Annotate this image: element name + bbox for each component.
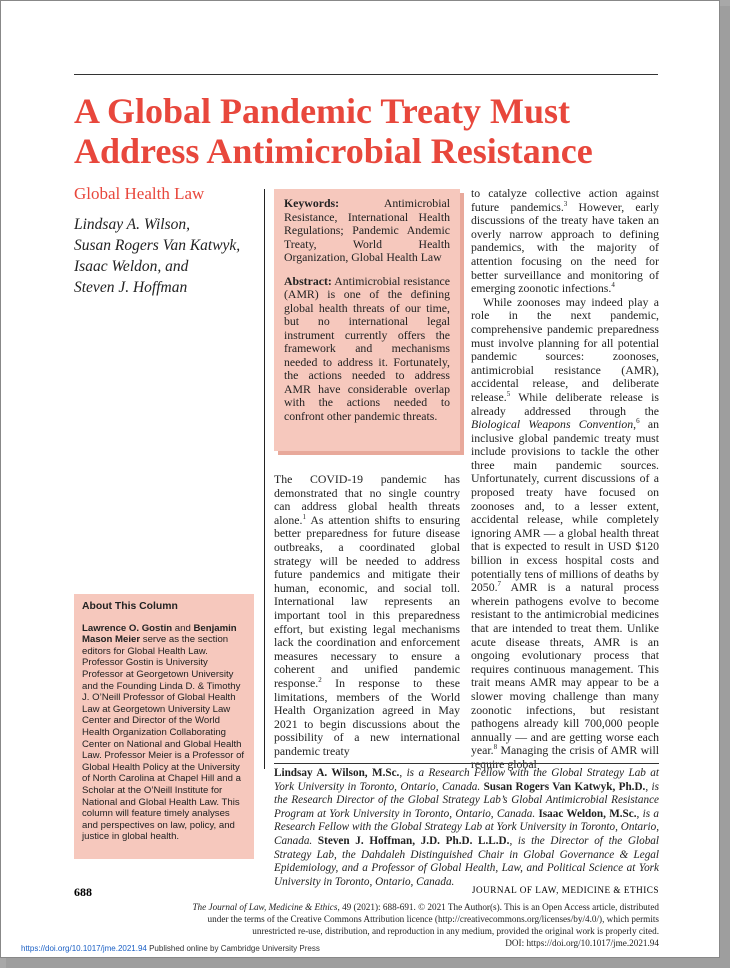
- citation-footer: [131, 901, 659, 949]
- page-number: 688: [74, 885, 92, 899]
- footer-doi[interactable]: DOI: https://doi.org/10.1017/jme.2021.94: [505, 938, 659, 948]
- article-title: A Global Pandemic Treaty Must Address Antimicrobial Resistance: [74, 91, 593, 171]
- keywords-abstract-box: [274, 189, 460, 451]
- body-text: In response to these limitations, members of the World Health Organization agreed in May 2021 to begin discussions about the possibility of a new international pandemic treaty: [274, 675, 460, 758]
- footer-text: , 49 (2021): 688-691. © 2021 The Author(s). This is an Open Access article, distributed: [337, 902, 659, 912]
- about-text: [82, 623, 246, 843]
- about-heading: About This Column: [82, 601, 178, 612]
- abstract-text: Antimicrobial resistance (AMR) is one of the defining global health threats of our time, but no international legal instrument currently offers the framework and mechanisms needed to address it. Fortunately, the actions needed to address AMR have considerable overlap with the actions needed to confront other pandemic threats.: [284, 273, 450, 423]
- body-text: to catalyze collective action against future pandemics.: [471, 186, 659, 214]
- footnote-ref: 2: [318, 675, 322, 684]
- author-name: Lindsay A. Wilson,: [74, 216, 190, 233]
- footnote-ref: 6: [636, 417, 640, 426]
- author-name: Steven J. Hoffman: [74, 279, 188, 296]
- online-doi-bar: [21, 944, 320, 953]
- body-text: an inclusive global pandemic treaty must include provisions to tackle the other three main pandemic sources. Unfortunately, current discussions of a proposed treaty have focused on zoonoses and, to a lesser extent, accidental release, while completely ignoring AMR — a global health threat that is expected to result in USD $120 billion in excess hospital costs and potentially tens of millions of deaths by 2050.: [471, 417, 659, 595]
- body-text: While deliberate release is already addressed through the: [471, 389, 659, 418]
- bio-text: , is a Research Fellow with the Global Strategy Lab at York University in Toronto, Ontario, Canada.: [274, 767, 660, 793]
- body-text: The COVID-19 pandemic has demonstrated that no single country can address global health threats alone.: [274, 472, 460, 527]
- footer-line: under the terms of the Creative Commons Attribution licence (http://creativecommons.org/licenses/by/4.0/), which permits: [207, 914, 659, 924]
- page-shadow: [720, 6, 730, 968]
- footnote-ref: 4: [611, 281, 615, 290]
- abstract-label: Abstract:: [284, 273, 332, 288]
- keywords-label: Keywords:: [284, 196, 340, 210]
- treaty-name: Biological Weapons Convention: [471, 417, 634, 432]
- about-body: serve as the section editors for Global Health Law. Professor Gostin is University Professor at Georgetown University and the Founding Linda D. & Timothy J. O’Neill Professor of Global Health Law at Georgetown University Law Center and Director of the World Health Organization Collaborating Center on National and Global Health Law. Professor Meier is a Professor of Global Health Policy at the University of North Carolina at Chapel Hill and a Scholar at the O’Neill Institute for National and Global Health Law. This column will feature timely analyses and perspectives on law, policy, and justice in global health.: [82, 634, 245, 843]
- author-name: Isaac Weldon, and: [74, 258, 189, 275]
- about-connector: and: [172, 622, 194, 634]
- body-text: However, early discussions of the treaty have taken an overly narrow approach to defining pandemics, with the majority of attention focusing on the need for better surveillance and monitoring of emerging zoonotic infections.: [471, 199, 659, 296]
- author-list: [74, 214, 240, 298]
- about-column-box: [74, 594, 254, 859]
- body-column-2: [274, 473, 460, 758]
- body-text: While zoonoses may indeed play a role in the next pandemic, comprehensive pandemic preparedness must involve planning for all potential pandemic sources: zoonoses, antimicrobial resistance (AMR), accidental release, and deliberate release.: [471, 294, 659, 404]
- body-text: As attention shifts to ensuring better preparedness for future disease outbreaks, a coordinated global strategy will be needed to address future pandemics and mitigate their human, economic, and social toll. International law represents an important tool in this preparedness effort, but existing legal mechanisms lack the coordination and enforcement measures necessary to ensure a coherent and unified pandemic response.: [274, 512, 460, 690]
- footer-line: [131, 901, 659, 913]
- bio-name: Isaac Weldon, M.Sc.: [538, 807, 637, 820]
- keywords-text: Antimicrobial Resistance, International Health Regulations; Pandemic Andemic Treaty, World Health Organization, Global Health Law: [284, 196, 450, 264]
- bio-name: Susan Rogers Van Katwyk, Ph.D.: [483, 780, 646, 793]
- abstract: [284, 275, 450, 424]
- body-column-3: [471, 187, 659, 772]
- bio-text: , is a Research Fellow with the Global Strategy Lab at York University in Toronto, Ontario, Canada.: [274, 807, 659, 847]
- journal-name: JOURNAL OF LAW, MEDICINE & ETHICS: [471, 885, 659, 895]
- page-shadow: [6, 958, 730, 968]
- author-name: Susan Rogers Van Katwyk,: [74, 237, 241, 254]
- author-bios: [274, 763, 659, 889]
- keywords: [284, 197, 450, 265]
- bio-text: , is the Director of the Global Strategy Lab, the Dahdaleh Distinguished Chair in Global Governance & Legal Epidemiology, and a Professor of Global Health, Law, and Political Science at York University in Toronto, Ontario, Canada.: [274, 834, 659, 888]
- body-text: Managing the crisis of AMR will require global: [471, 743, 659, 771]
- doi-link[interactable]: https://doi.org/10.1017/jme.2021.94: [21, 944, 147, 953]
- footnote-ref: 5: [506, 389, 511, 398]
- header-rule: [74, 74, 658, 75]
- body-text: AMR is a natural process wherein pathogens evolve to become resistant to the antimicrobial medicines that are intended to treat them. Unlike acute disease threats, AMR is an ongoing evolutionary process that requires continuous management. This trait means AMR may appear to be a slower moving challenge than many zoonotic infections, but resistant pathogens already kill 700,000 people annually — and are getting worse each year.: [471, 580, 659, 758]
- paragraph: [471, 187, 659, 296]
- editor-name: Lawrence O. Gostin: [82, 622, 173, 634]
- paragraph: While zoonoses may indeed play a role in the next pandemic, comprehensive pandemic preparedness must involve planning for all potential pandemic sources: zoonoses, antimicrobial resistance (AMR), accidental release, and deliberate release.$^5$ While deliberate release is already addressed through the Biological Weapons Convention,$^6$ an inclusive global pandemic treaty must include provisions to tackle the other three main pandemic sources. Unfortunately, current discussions of a proposed treaty have focused on zoonoses and, to a lesser extent, accidental release, while completely ignoring AMR — a global health threat that is expected to result in USD $120 billion in excess hospital costs and potentially tens of millions of deaths by 2050.$^7$ AMR is a natural process wherein pathogens evolve to become resistant to the antimicrobial medicines that are intended to treat them. Unlike acute disease threats, AMR is an ongoing evolutionary process that requires continuous management. This trait means AMR may appear to be a slower moving challenge than many zoonotic infections, but resistant pathogens already kill 700,000 people annually — and are getting worse each year.$^8$ Managing the crisis of AMR will require global: [471, 294, 659, 771]
- footnote-ref: 8: [493, 743, 498, 752]
- footnote-ref: 1: [302, 512, 306, 521]
- publisher-note: Published online by Cambridge University Press: [146, 944, 320, 953]
- editor-name: Benjamin Mason Meier: [82, 622, 237, 646]
- section-label: Global Health Law: [74, 184, 205, 203]
- footnote-ref: 7: [497, 580, 502, 589]
- bio-text: , is the Research Director of the Global Strategy Lab’s Global Antimicrobial Resistance Program at York University in Toronto, Ontario, Canada.: [274, 780, 659, 820]
- footnote-ref: 3: [563, 199, 568, 208]
- bio-name: Steven J. Hoffman, J.D. Ph.D. L.L.D.: [317, 834, 510, 847]
- journal-citation: The Journal of Law, Medicine & Ethics: [192, 902, 338, 912]
- column-divider: [264, 189, 265, 769]
- bio-name: Lindsay A. Wilson, M.Sc.: [274, 767, 400, 779]
- footer-line: unrestricted re-use, distribution, and reproduction in any medium, provided the original work is properly cited.: [252, 926, 659, 936]
